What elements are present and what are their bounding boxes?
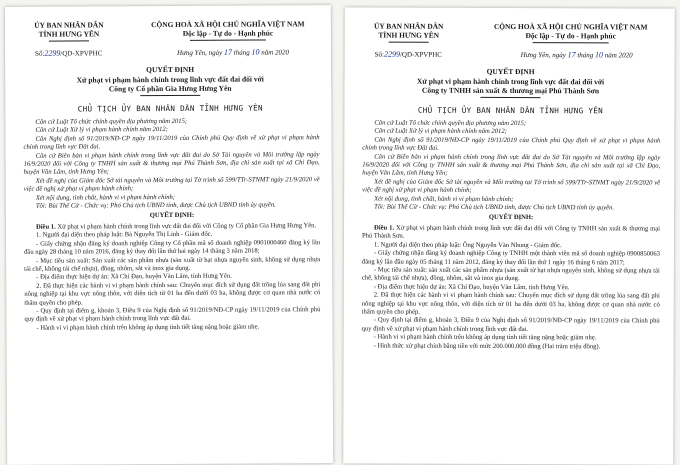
chairman-heading: CHỦ TỊCH ỦY BAN NHÂN DÂN TỈNH HƯNG YÊN: [417, 105, 604, 116]
nation-line1: CỘNG HOÀ XÃ HỘI CHỦ NGHĨA VIỆT NAM: [493, 21, 648, 32]
document-page-right: [343, 7, 675, 464]
basis-line: Căn cứ Luật Tổ chức chính quyền địa phương năm 2015;: [35, 117, 188, 126]
decision-title: [25, 64, 315, 94]
article-item: - Hành vi vi phạm hành chính trên không áp dụng tình tiết tăng nặng hoặc giảm nhẹ.: [373, 333, 597, 342]
decides-heading: QUYẾT ĐỊNH:: [149, 212, 195, 220]
article-item: 2. Đã thực hiện các hành vi vi phạm hành chính sau: Chuyển mục đích sử dụng đất trồng lúa sang đất phi nông nghiệp tại khu vực nông thôn, với diện tích từ 01 ha đến dưới 03 ha, không được cơ quan nhà nước có thẩm quyền cho phép.: [361, 291, 660, 316]
basis-line: Căn cứ Luật Xử lý vi phạm hành chính năm 2012;: [35, 126, 168, 135]
article-item: - Mục tiêu sản xuất: Sản xuất các sản phẩm nhựa (sản xuất từ hạt nhựa nguyên sinh, không sử dụng nhựa tái chế, không tái chế nhựa), đồng, nhôm, sắt và inox gia dụng.: [24, 255, 321, 273]
title-text: QUYẾT ĐỊNH: [146, 64, 195, 75]
decision-body: [362, 119, 661, 351]
article-item: - Mục tiêu sản xuất: sản xuất các sản phẩm nhựa (sản xuất từ hạt nhựa nguyên sinh, không sử dụng nhựa tái chế, không tái chế nhựa), đồng, nhôm, sắt và inox gia dụng.: [361, 266, 660, 283]
subtitle-line1: Xử phạt vi phạm hành chính trong lĩnh vực đất đai đối với: [416, 76, 605, 86]
title-underline: [480, 97, 540, 98]
decision-title: [364, 66, 656, 96]
article-item: - Quy định tại điểm g, khoản 3, Điều 9 của Nghị định số 91/2019/NĐ-CP ngày 19/11/2019 của Chính phủ quy định về xử phạt vi phạm hành chính trong lĩnh vực đất đai.: [361, 316, 660, 333]
basis-line: Căn cứ Biên bản vi phạm hành chính trong lĩnh vực đất đai do Sở Tài nguyên và Môi trường lập ngày 16/9/2020 đối với Công ty TNHH sản xuất & thương mại Phú Thành Sơn, địa chỉ sản xuất tại xã Chỉ Đạo, huyện Văn Lâm, tỉnh Hưng Yên;: [23, 150, 320, 177]
basis-line: Xét nội dung, tình chất, hành vi vi phạm hành chính;: [374, 195, 514, 203]
org-line2: TỈNH HƯNG YÊN: [38, 29, 100, 39]
basis-line: Căn Nghị định số 91/2019/NĐ-CP ngày 19/11/2019 của Chính phủ Quy định về xử phạt vi phạm hành chính trong lĩnh vực Đất đai.: [362, 136, 661, 152]
document-date: Hưng Yên, ngày 17 tháng 10 năm 2020: [177, 47, 290, 57]
basis-line: Căn cứ Luật Xử lý vi phạm hành chính năm 2012;: [374, 127, 507, 136]
org-underline: [49, 40, 89, 41]
document-number: Số:2299/QD-XPVPHC: [35, 48, 103, 58]
org-line1: ỦY BAN NHÂN DÂN: [34, 20, 104, 30]
basis-line: Xét nội dung, tình chất, hành vi vi phạm hành chính;: [35, 193, 176, 202]
subtitle-line2: Công ty TNHH sản xuất & thương mại Phú Thành Sơn: [421, 85, 600, 96]
article-item: 1. Người đại diện theo pháp luật: Ông Nguyễn Văn Nhung - Giám đốc.: [373, 241, 562, 249]
handwritten-number: 2299: [44, 48, 61, 58]
article-item: - Hành vi vi phạm hành chính trên không áp dụng tình tiết tăng nặng hoặc giảm nhẹ.: [36, 323, 260, 332]
org-underline: [389, 42, 429, 43]
article-item: - Địa điểm thực hiện dự án: Xã Chỉ Đạo, huyện Văn Lâm, tỉnh Hưng Yên.: [36, 272, 232, 282]
decides-heading: QUYẾT ĐỊNH:: [488, 214, 534, 222]
article-item: - Địa điểm thực hiện dự án: Xã Chỉ Đạo, huyện Văn Lâm, tỉnh Hưng Yên.: [373, 283, 570, 291]
nation-header: [475, 22, 667, 41]
title-underline: [140, 95, 200, 96]
nation-underline: [533, 42, 609, 43]
basis-line: Căn cứ Luật Tổ chức chính quyền địa phương năm 2015;: [374, 119, 527, 128]
org-header: [359, 21, 459, 39]
subtitle-line2: Công ty Cổ phần Gia Hưng Hưng Yên: [108, 83, 232, 94]
subtitle-line1: Xử phạt vi phạm hành chính trong lĩnh vực đất đai đối với: [76, 74, 264, 84]
article-item: 1. Người đại diện theo pháp luật: Bà Nguyễn Thị Linh - Giám đốc.: [35, 231, 213, 239]
article-1: Điều 1. Xử phạt vi phạm hành chính trong lĩnh vực đất đai đối với Công ty Cổ phần Gia Hưng Hưng Yên.: [35, 222, 317, 231]
decision-body: [23, 117, 320, 333]
nation-line2: Độc lập - Tự do - Hạnh phúc: [525, 31, 616, 41]
article-item: 2. Đã thực hiện các hành vi vi phạm hành chính sau: Chuyển mục đích sử dụng đất trồng lúa sang đất phi nông nghiệp tại khu vực nông thôn, với diện tích từ 01 ha đến dưới 03 ha, không được cơ quan nhà nước có thẩm quyền cho phép.: [24, 280, 321, 307]
org-line2: TỈNH HƯNG YÊN: [378, 30, 440, 40]
basis-line: Tôi: Bùi Thế Cử - Chức vụ: Phó Chủ tịch UBND tỉnh, được Chủ tịch UBND tỉnh ủy quyền.: [374, 203, 615, 212]
article-1: Điều 1. Xử phạt vi phạm hành chính trong lĩnh vực đất đai đối với Công ty TNHH sản xuất & thương mại Phú Thành Sơn.: [361, 224, 661, 240]
document-number: Số:2299/QD-XPVPHC: [374, 49, 443, 59]
nation-underline: [190, 39, 266, 40]
article-item: - Hình thức xử phạt chính bằng tiền với mức 200.000.000 đồng (Hai trăm triệu đồng).: [373, 342, 601, 350]
org-line1: ỦY BAN NHÂN DÂN: [374, 21, 444, 31]
article-item: - Giấy chứng nhận đăng ký doanh nghiệp Công ty Cổ phần mã số doanh nghiệp 0901000460 đăng ký lần đầu ngày 28 tháng 10 năm 2016, đăng ký thay đổi lần thứ hai ngày 14 tháng 3 năm 2018;: [24, 238, 321, 256]
document-date: Hưng Yên, ngày 17 tháng 10 năm 2020: [520, 50, 633, 60]
title-text: QUYẾT ĐỊNH: [486, 66, 535, 77]
article-item: - Quy định tại điểm g, khoản 3, Điều 9 của Nghị định số 91/2019/NĐ-CP ngày 19/11/2019 của Chính phủ quy định về xử phạt vi phạm hành chính trong lĩnh vực đất đai.: [24, 306, 321, 324]
basis-line: Căn Nghị định số 91/2019/NĐ-CP ngày 19/11/2019 của Chính phủ Quy định về xử phạt vi phạm hành chính trong lĩnh vực Đất đai.: [23, 134, 320, 151]
basis-line: Căn cứ Biên bản vi phạm hành chính trong lĩnh vực đất đai do Sở Tài nguyên và Môi trường lập ngày 16/9/2020 đối với Công ty TNHH sản xuất & thương mại Phú Thành Sơn, địa chỉ sản xuất tại xã Chỉ Đạo, huyện Văn Lâm, tỉnh Hưng Yên;: [362, 153, 661, 178]
basis-line: Xét đề nghị của Giám đốc Sở tài nguyên và Môi trường tại Tờ trình số 599/TTr-STNMT ngày 21/9/2020 về việc đề nghị xử phạt vi phạm hành chính;: [23, 176, 320, 194]
chairman-heading: CHỦ TỊCH ỦY BAN NHÂN DÂN TỈNH HƯNG YÊN: [77, 103, 263, 114]
basis-line: Xét đề nghị của Giám đốc Sở tài nguyên và Môi trường tại Tờ trình số 599/TTr-STNMT ngày 21/9/2020 về việc đề nghị xử phạt vi phạm hành chính;: [362, 178, 661, 195]
document-page-left: [5, 5, 333, 465]
handwritten-number: 2299: [383, 49, 400, 59]
basis-line: Tôi: Bùi Thế Cử - Chức vụ: Phó Chủ tịch UBND tỉnh, được Chủ tịch UBND tỉnh ủy quyền.: [35, 201, 276, 210]
nation-line2: Độc lập - Tự do - Hạnh phúc: [182, 28, 274, 38]
article-item: - Giấy chứng nhận đăng ký doanh nghiệp Công ty TNHH một thành viên mã số doanh nghiệp 0900850063 đăng ký lần đầu ngày 05 tháng 11 năm 2012, đăng ký thay đổi lần thứ 1 ngày 16 tháng 6 năm 2017;: [361, 249, 660, 266]
nation-line1: CỘNG HOÀ XÃ HỘI CHỦ NGHĨA VIỆT NAM: [151, 19, 305, 30]
org-header: [19, 20, 119, 39]
nation-header: [133, 19, 323, 38]
